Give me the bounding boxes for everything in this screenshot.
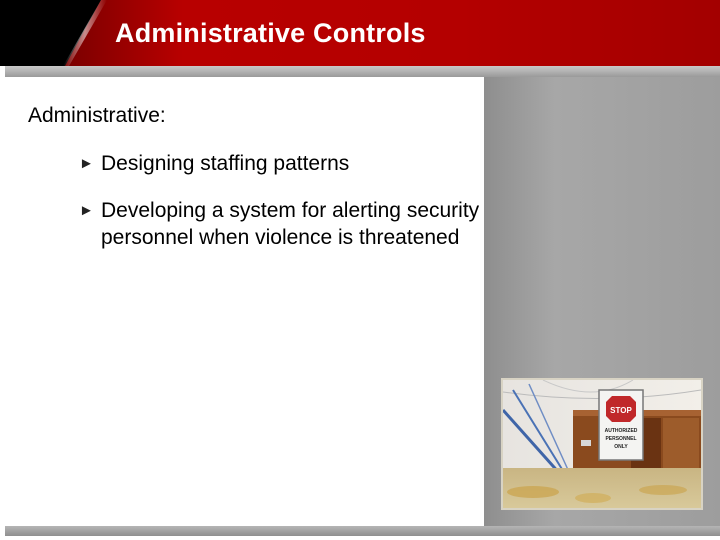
bullet-item (80, 150, 480, 177)
section-heading: Administrative: (28, 104, 166, 127)
bottom-rule (5, 526, 720, 536)
title-rule (5, 66, 720, 77)
svg-text:AUTHORIZED: AUTHORIZED (604, 428, 638, 434)
svg-text:PERSONNEL: PERSONNEL (605, 436, 637, 442)
bullet-list (80, 150, 480, 271)
bullet-arrow-icon: ► (79, 155, 94, 172)
slide-title: Administrative Controls (115, 18, 426, 48)
stop-sign-text: STOP (610, 406, 632, 415)
bullet-text: Developing a system for alerting security personnel when violence is threatened (101, 199, 480, 249)
hallway-photo (503, 380, 701, 508)
bullet-arrow-icon: ► (79, 202, 94, 219)
bullet-item (80, 197, 480, 251)
title-banner (0, 0, 720, 66)
svg-text:ONLY: ONLY (614, 444, 628, 450)
bullet-text: Designing staffing patterns (101, 152, 350, 175)
